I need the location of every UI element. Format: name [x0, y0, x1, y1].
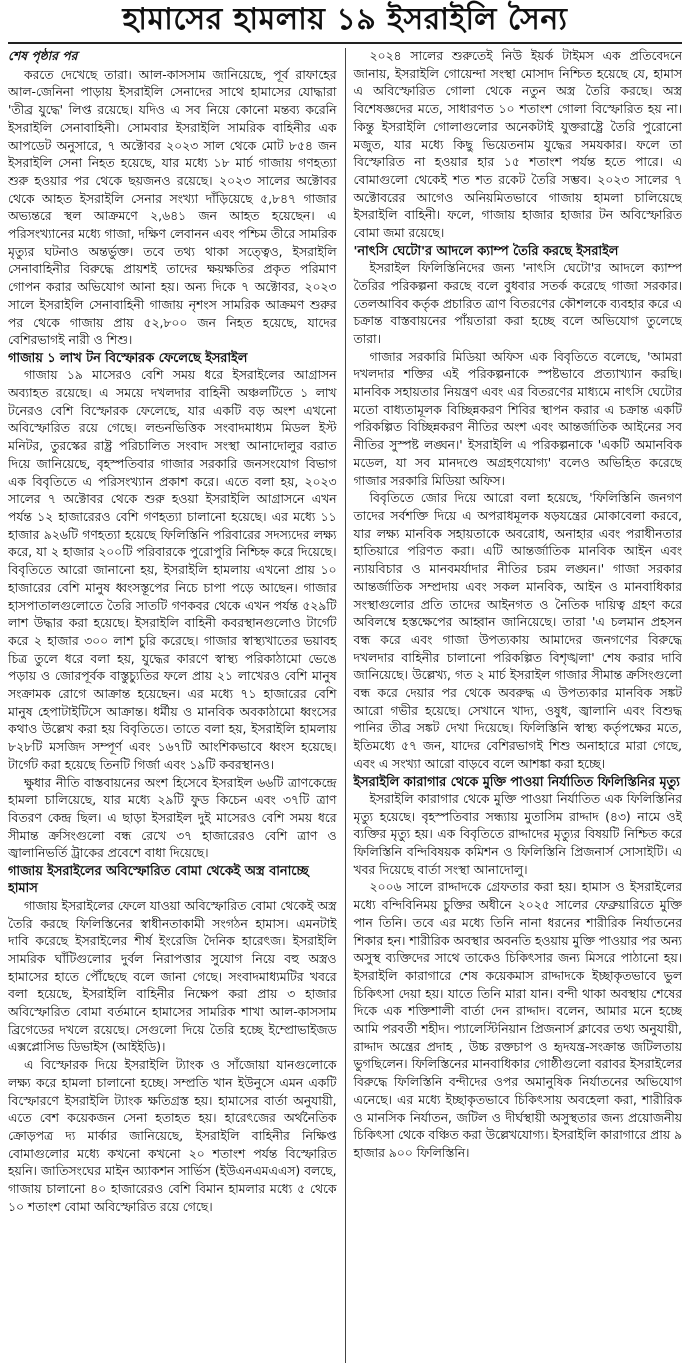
article-paragraph: ইসরাইল ফিলিস্তিনিদের জন্য 'নাৎসি ঘেটো'র আদলে ক্যাম্প তৈরির পরিকল্পনা করছে বলে বুধবার সতর্ক করেছে গাজা সরকার। তেলআবিব কর্তৃক প্রচারিত ত্রাণ বিতরণের কৌশলকে ব্যবহার করে এ চক্রান্ত বাস্তবায়নের পাঁয়তারা করা হচ্ছে বলে অভিযোগ তুলেছে তারা।	[353, 261, 682, 346]
article-paragraph: গাজায় ১৯ মাসেরও বেশি সময় ধরে ইসরাইলের আগ্রাসন অব্যাহত রয়েছে। এ সময়ে দখলদার বাহিনী অঞ্চলটিতে ১ লাখ টনেরও বেশি বিস্ফোরক ফেলেছে, যার একটি বড় অংশ এখনো অবিস্ফোরিত রয়ে গেছে। লন্ডনভিত্তিক সংবাদমাধ্যম মিডল ইস্ট মনিটর, তুরস্কের রাষ্ট্র পরিচালিত সংবাদ সংস্থা আনাদোলুর বরাত দিয়ে জানিয়েছে, বৃহস্পতিবার গাজার সরকারি জনসংযোগ বিভাগ এক বিবৃতিতে এ পরিসংখ্যান প্রকাশ করে। এতে বলা হয়, ২০২৩ সালের ৭ অক্টোবর থেকে শুরু হওয়া ইসরাইলি আগ্রাসনে এখন পর্যন্ত ১২ হাজারেরও বেশি গণহত্যা চালানো হয়েছে। এর মধ্যে ১১ হাজার ৯২৬টি গণহত্যা হয়েছে ফিলিস্তিনি পরিবারের সদস্যদের লক্ষ্য করে, যা ২ হাজার ২০০টি পরিবারকে পুরোপুরি নিশ্চিহ্ন করে দিয়েছে। বিবৃতিতে আরো জানানো হয়, ইসরাইলি হামলায় এখনো প্রায় ১০ হাজারের বেশি মানুষ ধ্বংসস্তূপের নিচে চাপা পড়ে আছেন। গাজার হাসপাতালগুলোতে তৈরি সাতটি গণকবর থেকে এখন পর্যন্ত ৫২৯টি লাশ উদ্ধার করা হয়েছে। ইসরাইলি বাহিনী কবরস্থানগুলোও টার্গেট করে ২ হাজার ৩০০ লাশ চুরি করেছে। গাজার স্বাস্থ্যখাতের ভয়াবহ চিত্র তুলে ধরে বলা হয়, যুদ্ধের কারণে স্বাস্থ্য পরিকাঠামো ভেঙে পড়ায় ও জোরপূর্বক বাস্তুচ্যুতির ফলে প্রায় ২১ লাখেরও বেশি মানুষ সংক্রামক রোগে আক্রান্ত হয়েছেন। এর মধ্যে ৭১ হাজারের বেশি মানুষ হেপাটাইটিসে আক্রান্ত। ধর্মীয় ও মানবিক অবকাঠামো ধ্বংসের কথাও উল্লেখ করা হয় বিবৃতিতে। তাতে বলা হয়, ইসরাইলি হামলায় ৮২৮টি মসজিদ সম্পূর্ণ এবং ১৬৭টি আংশিকভাবে ধ্বংস হয়েছে। টার্গেট করা হয়েছে তিনটি গির্জা এবং ১৯টি কবরস্থানও।	[8, 368, 337, 772]
article-paragraph: গাজায় ইসরাইলের ফেলে যাওয়া অবিস্ফোরিত বোমা থেকেই অস্ত্র তৈরি করছে ফিলিস্তিনের স্বাধীনতাকামী সংগঠন হামাস। এমনটাই দাবি করেছে ইসরাইলের শীর্ষ ইংরেজি দৈনিক হারেৎজ। ইসরাইলি সামরিক ঘাঁটিগুলোর দুর্বল নিরাপত্তার সুযোগ নিয়ে বহু অস্ত্রও হামাসের হাতে পৌঁছেছে বলে জানা গেছে। সংবাদমাধ্যমটির খবরে বলা হয়েছে, ইসরাইলি বাহিনীর নিক্ষেপ করা প্রায় ৩ হাজার অবিস্ফোরিত বোমা বর্তমানে হামাসের সামরিক শাখা আল-কাসসাম ব্রিগেডের দখলে রয়েছে। সেগুলো দিয়ে তৈরি হচ্ছে ইম্প্রোভাইজড এক্সপ্লোসিভ ডিভাইস (আইইডি)।	[8, 898, 337, 1055]
article-paragraph: এ বিস্ফোরক দিয়ে ইসরাইলি ট্যাংক ও সাঁজোয়া যানগুলোকে লক্ষ্য করে হামলা চালানো হচ্ছে। সম্প্রতি খান ইউনুসে এমন একটি বিস্ফোরণে ইসরাইলি ট্যাংক ক্ষতিগ্রস্ত হয়। হামাসের বার্তা অনুযায়ী, এতে বেশ কয়েকজন সেনা হতাহত হয়। হারেৎজের অর্থনৈতিক ক্রোড়পত্র দ্য মার্কার জানিয়েছে, ইসরাইলি বাহিনীর নিক্ষিপ্ত বোমাগুলোর মধ্যে কখনো কখনো ২০ শতাংশ পর্যন্ত বিস্ফোরিত হয়নি। জাতিসংঘের মাইন অ্যাকশন সার্ভিস (ইউএনএমএএস) বলছে, গাজায় চালানো ৪০ হাজারেরও বেশি বিমান হামলার মধ্যে ৫ থেকে ১০ শতাংশ বোমা অবিস্ফোরিত রয়ে গেছে।	[8, 1058, 337, 1214]
article-paragraph: ক্ষুধার নীতি বাস্তবায়নের অংশ হিসেবে ইসরাইল ৬৬টি ত্রাণকেন্দ্রে হামলা চালিয়েছে, যার মধ্যে ২৯টি ফুড কিচেন এবং ৩৭টি ত্রাণ বিতরণ কেন্দ্র ছিল। এ ছাড়া ইসরাইল দুই মাসেরও বেশি সময় ধরে সীমান্ত ক্রসিংগুলো বন্ধ রেখে ৩৭ হাজারেরও বেশি ত্রাণ ও জ্বালানিভর্তি ট্রাকের প্রবেশে বাধা দিয়েছে।	[8, 775, 337, 861]
article-paragraph: ইসরাইলি কারাগার থেকে মুক্তি পাওয়া নির্যাতিত এক ফিলিস্তিনির মৃত্যু হয়েছে। বৃহস্পতিবার সন্ধ্যায় মুতাসিম রাদ্দাদ (৪৩) নামে ওই ব্যক্তির মৃত্যু হয়। এক বিবৃতিতে রাদ্দাদের মৃত্যুর বিষয়টি নিশ্চিত করে ফিলিস্তিনি বন্দিবিষয়ক কমিশন ও ফিলিস্তিনি প্রিজনার্স সোসাইটি। এ খবর দিয়েছে বার্তা সংস্থা আনাদোলু।	[353, 791, 682, 877]
subheading: ইসরাইলি কারাগার থেকে মুক্তি পাওয়া নির্যাতিত ফিলিস্তিনির মৃত্যু	[353, 774, 680, 790]
article-columns	[8, 48, 682, 1363]
article-paragraph: করতে দেখেছে তারা। আল-কাসসাম জানিয়েছে, পূর্ব রাফাহের আল-জেনিনা পাড়ায় ইসরাইলি সেনাদের সাথে হামাসের যোদ্ধারা 'তীব্র যুদ্ধে' লিপ্ত রয়েছে। যদিও এ সব নিয়ে কোনো মন্তব্য করেনি ইসরাইলি সেনাবাহিনী। সোমবার ইসরাইলি সামরিক বাহিনীর এক আপডেট অনুসারে, ৭ অক্টোবর ২০২৩ সাল থেকে মোট ৮৫৪ জন ইসরাইলি সেনা নিহত হয়েছে, যার মধ্যে ১৮ মার্চ গাজায় গণহত্যা শুরু হওয়ার পর থেকে ছয়জনও রয়েছে। ২০২৩ সালের অক্টোবর থেকে আহত ইসরাইলি সেনার সংখ্যা দাঁড়িয়েছে ৫,৮৪৭ গাজার অভ্যন্তরে স্থল আক্রমণে ২,৬৪১ জন আহত হয়েছেন। এ পরিসংখ্যানের মধ্যে গাজা, দক্ষিণ লেবানন এবং পশ্চিম তীরে সামরিক মৃত্যুর ঘটনাও অন্তর্ভুক্ত। তবে তথ্য থাকা সত্ত্বেও, ইসরাইলি সেনাবাহিনীর বিরুদ্ধে প্রায়শই তাদের ক্ষয়ক্ষতির প্রকৃত পরিমাণ গোপন করার অভিযোগ আনা হয়। অন্য দিকে ৭ অক্টোবর, ২০২৩ সালে ইসরাইলি সেনাবাহিনী গাজায় নৃশংস সামরিক আক্রমণ শুরুর পর থেকে গাজায় প্রায় ৫২,৮০০ জন নিহত হয়েছে, যাদের বেশিরভাগই নারী ও শিশু।	[8, 67, 337, 348]
article-paragraph: বিবৃতিতে জোর দিয়ে আরো বলা হয়েছে, 'ফিলিস্তিনি জনগণ তাদের সর্বশক্তি দিয়ে এ অপরাধমূলক ষড়যন্ত্রের মোকাবেলা করবে, যার লক্ষ্য মানবিক সহায়তাকে অবরোধ, অনাহার এবং পরাধীনতার হাতিয়ারে পরিণত করা। এটি আন্তর্জাতিক মানবিক আইন এবং ন্যায়বিচার ও মানবমর্যাদার নীতির চরম লঙ্ঘন।' গাজা সরকার আন্তর্জাতিক সম্প্রদায় এবং সকল মানবিক, আইন ও মানবাধিকার সংস্থাগুলোর প্রতি তাদের আইনগত ও নৈতিক দায়িত্ব গ্রহণ করে অবিলম্বে হস্তক্ষেপের আহ্বান জানিয়েছে। তারা 'এ চলমান প্রহসন বন্ধ করে এবং গাজা উপত্যকায় আমাদের জনগণের বিরুদ্ধে দখলদার বাহিনীর চালানো পরিকল্পিত বিশৃঙ্খলা' শেষ করার দাবি জানিয়েছে। উল্লেখ্য, গত ২ মার্চ ইসরাইল গাজার সীমান্ত ক্রসিংগুলো বন্ধ করে দেয়ার পর থেকে অবরুদ্ধ এ উপত্যকার মানবিক সঙ্কট আরো গভীর হয়েছে। সেখানে খাদ্য, ওষুধ, জ্বালানি এবং বিশুদ্ধ পানির তীব্র সঙ্কট দেখা দিয়েছে। ফিলিস্তিনি স্বাস্থ্য কর্তৃপক্ষের মতে, ইতিমধ্যে ৫৭ জন, যাদের বেশিরভাগই শিশু অনাহারে মারা গেছে, এবং এ সংখ্যা আরো বাড়বে বলে আশঙ্কা করা হচ্ছে।	[353, 491, 682, 771]
headline: হামাসের হামলায় ১৯ ইসরাইলি সৈন্য	[122, 1, 568, 37]
article-paragraph: ২০০৬ সালে রাদ্দাদকে গ্রেফতার করা হয়। হামাস ও ইসরাইলের মধ্যে বন্দিবিনিময় চুক্তির অধীনে ২০২৫ সালের ফেব্রুয়ারিতে মুক্তি পান তিনি। তবে এর মধ্যে তিনি নানা ধরনের শারীরিক নির্যাতনের শিকার হন। শারীরিক অবস্থার অবনতি হওয়ায় মুক্তি পাওয়ার পর অন্য অসুস্থ ব্যক্তিদের সাথে তাকেও চিকিৎসার জন্য মিসরে পাঠানো হয়। ইসরাইলি কারাগারে শেষ কয়েকমাস রাদ্দাদকে ইচ্ছাকৃতভাবে ভুল চিকিৎসা দেয়া হয়। যাতে তিনি মারা যান। বন্দী থাকা অবস্থায় শেষের দিকে এক শক্তিশালী বার্তা দেন রাদ্দাদ। বলেন, আমার মনে হচ্ছে আমি পরবর্তী শহীদ। প্যালেস্টিনিয়ান প্রিজনার্স ক্লাবের তথ্য অনুযায়ী, রাদ্দাদ অন্ত্রের প্রদাহ , উচ্চ রক্তচাপ ও হৃদযন্ত্র-সংক্রান্ত জটিলতায় ভুগছিলেন। ফিলিস্তিনের মানবাধিকার গোষ্ঠীগুলো বরাবর ইসরাইলের বিরুদ্ধে ফিলিস্তিনি বন্দীদের ওপর অমানুষিক নির্যাতনের অভিযোগ এনেছে। এর মধ্যে ইচ্ছাকৃতভাবে চিকিৎসায় অবহেলা করা, শারীরিক ও মানসিক নির্যাতন, জটিল ও দীর্ঘস্থায়ী অসুস্থতার জন্য প্রয়োজনীয় চিকিৎসা থেকে বঞ্চিত করা উল্লেখযোগ্য। ইসরাইলি কারাগারে প্রায় ৯ হাজার ৯০০ ফিলিস্তিনি।	[353, 880, 682, 1160]
right-column	[346, 48, 683, 1363]
article-paragraph: গাজার সরকারি মিডিয়া অফিস এক বিবৃতিতে বলেছে, 'আমরা দখলদার শক্তির এই পরিকল্পনাকে স্পষ্টভাবে প্রত্যাখ্যান করছি। মানবিক সহায়তার নিয়ন্ত্রণ এবং এর বিতরণের মাধ্যমে নাৎসি ঘেটোর মতো বাধ্যতামূলক বিচ্ছিন্নকরণ শিবির স্থাপন করার এ চক্রান্ত একটি পরিকল্পিত বিচ্ছিন্নকরণ নীতির অংশ এবং আন্তর্জাতিক আইনের সব নীতির সুস্পষ্ট লঙ্ঘন।' ইসরাইলি এ পরিকল্পনাকে 'একটি অমানবিক মডেল, যা সব মানদণ্ডে অগ্রহণযোগ্য' বলেও অভিহিত করেছে গাজার সরকারি মিডিয়া অফিস।	[353, 349, 682, 488]
continued-from-label: শেষ পৃষ্ঠার পর	[8, 49, 78, 63]
subheading: গাজায় ১ লাখ টন বিস্ফোরক ফেলেছে ইসরাইল	[8, 350, 248, 366]
headline-rule	[8, 42, 682, 44]
article-paragraph: ২০২৪ সালের শুরুতেই নিউ ইয়র্ক টাইমস এক প্রতিবেদনে জানায়, ইসরাইলি গোয়েন্দা সংস্থা মোসাদ নিশ্চিত হয়েছে যে, হামাস এ অবিস্ফোরিত গোলা থেকে নতুন অস্ত্র তৈরি করছে। অস্ত্র বিশেষজ্ঞদের মতে, সাধারণত ১০ শতাংশ গোলা বিস্ফোরিত হয় না। কিন্তু ইসরাইলি গোলাগুলোর অনেকটাই যুক্তরাষ্ট্রে তৈরি পুরোনো মজুত, যার মধ্যে কিছু ভিয়েতনাম যুদ্ধের সমযকার। ফলে তা বিস্ফোরিত না হওয়ার হার ১৫ শতাংশ পর্যন্ত হতে পারে। এ বোমাগুলো থেকেই শত শত রকেট তৈরি সম্ভব। ২০২৩ সালের ৭ অক্টোবরের আগেও অনিয়মিতভাবে গাজায় হামলা চালিয়েছে ইসরাইলি বাহিনী। ফলে, গাজায় হাজার হাজার টন অবিস্ফোরিত বোমা জমা রয়েছে।	[353, 49, 682, 241]
subheading: গাজায় ইসরাইলের অবিস্ফোরিত বোমা থেকেই অস্ত্র বানাচ্ছে হামাস	[8, 864, 309, 897]
subheading: 'নাৎসি ঘেটো'র আদলে ক্যাম্প তৈরি করছে ইসরাইল	[353, 243, 619, 259]
left-column	[8, 48, 346, 1363]
